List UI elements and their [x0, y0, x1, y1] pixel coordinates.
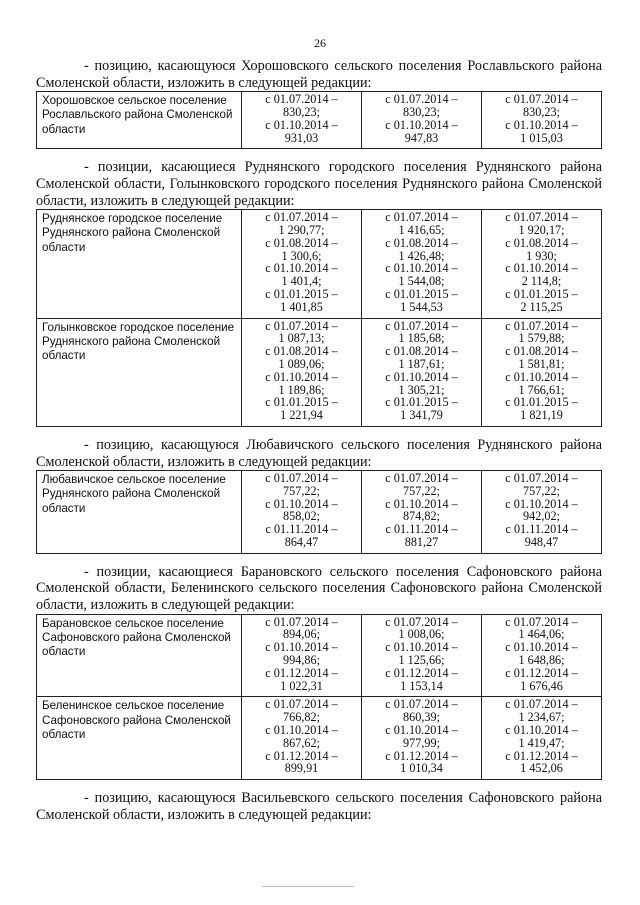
tariff-cell: с 01.07.2014 – 1 087,13; с 01.08.2014 – 1 089,06; с 01.10.2014 – 1 189,86; с 01.01.2015 – 1 221,94: [242, 318, 362, 426]
table-row: [37, 697, 602, 780]
tariff-cell: с 01.07.2014 – 1 416,65; с 01.08.2014 – 1 426,48; с 01.10.2014 – 1 544,08; с 01.01.2015 – 1 544,53: [362, 210, 482, 318]
tariff-cell: с 01.07.2014 – 1 464,06; с 01.10.2014 – 1 648,86; с 01.12.2014 – 1 676,46: [482, 614, 602, 697]
document-body: [36, 58, 602, 823]
table-khoroshovskoe: [36, 91, 602, 149]
settlement-name: Хорошовское сельское поселение Рославльского района Смоленской области: [37, 92, 242, 149]
table-row: [37, 318, 602, 426]
paragraph-vasilevskoe: - позицию, касающуюся Васильевского сельского поселения Сафоновского района Смоленской области, изложить в следующей редакции:: [36, 790, 602, 823]
tariff-cell: с 01.07.2014 – 766,82; с 01.10.2014 – 867,62; с 01.12.2014 – 899,91: [242, 697, 362, 780]
tariff-cell: с 01.07.2014 – 1 920,17; с 01.08.2014 – 1 930; с 01.10.2014 – 2 114,8; с 01.01.2015 – 2 115,25: [482, 210, 602, 318]
tariff-cell: с 01.07.2014 – 1 008,06; с 01.10.2014 – 1 125,66; с 01.12.2014 – 1 153,14: [362, 614, 482, 697]
table-row: [37, 210, 602, 318]
tariff-cell: с 01.07.2014 – 894,06; с 01.10.2014 – 994,86; с 01.12.2014 – 1 022,31: [242, 614, 362, 697]
tariff-cell: с 01.07.2014 – 830,23; с 01.10.2014 – 947,83: [362, 92, 482, 149]
tariff-cell: с 01.07.2014 – 1 579,88; с 01.08.2014 – 1 581,81; с 01.10.2014 – 1 766,61; с 01.01.2015 – 1 821,19: [482, 318, 602, 426]
table-lyubavichi: [36, 470, 602, 554]
settlement-name: Руднянское городское поселение Руднянского района Смоленской области: [37, 210, 242, 318]
tariff-cell: с 01.07.2014 – 1 185,68; с 01.08.2014 – 1 187,61; с 01.10.2014 – 1 305,21; с 01.01.2015 – 1 341,79: [362, 318, 482, 426]
table-row: [37, 471, 602, 554]
tariff-cell: с 01.07.2014 – 830,23; с 01.10.2014 – 1 015,03: [482, 92, 602, 149]
settlement-name: Любавичское сельское поселение Руднянского района Смоленской области: [37, 471, 242, 554]
settlement-name: Беленинское сельское поселение Сафоновского района Смоленской области: [37, 697, 242, 780]
settlement-name: Барановское сельское поселение Сафоновского района Смоленской области: [37, 614, 242, 697]
table-row: [37, 92, 602, 149]
tariff-cell: с 01.07.2014 – 860,39; с 01.10.2014 – 977,99; с 01.12.2014 – 1 010,34: [362, 697, 482, 780]
table-row: [37, 614, 602, 697]
paragraph-khoroshovskoe: - позицию, касающуюся Хорошовского сельского поселения Рославльского района Смоленской области, изложить в следующей редакции:: [36, 58, 602, 91]
tariff-cell: с 01.07.2014 – 1 290,77; с 01.08.2014 – 1 300,6; с 01.10.2014 – 1 401,4; с 01.01.2015 – 1 401,85: [242, 210, 362, 318]
tariff-cell: с 01.07.2014 – 830,23; с 01.10.2014 – 931,03: [242, 92, 362, 149]
paragraph-lyubavichi: - позицию, касающуюся Любавичского сельского поселения Руднянского района Смоленской области, изложить в следующей редакции:: [36, 436, 602, 470]
footer-divider: [262, 886, 354, 887]
settlement-name: Голынковское городское поселение Руднянского района Смоленской области: [37, 318, 242, 426]
paragraph-rudnya: - позиции, касающиеся Руднянского городского поселения Руднянского района Смоленской области, Голынковского городского поселения Руднянского района Смоленской области, изложить в следующей редакции:: [36, 159, 602, 209]
paragraph-baranovo-belenino: - позиции, касающиеся Барановского сельского поселения Сафоновского района Смоленской области, Беленинского сельского поселения Сафоновского района Смоленской области, изложить в следующей редакции:: [36, 563, 602, 614]
tariff-cell: с 01.07.2014 – 757,22; с 01.10.2014 – 874,82; с 01.11.2014 – 881,27: [362, 471, 482, 554]
tariff-cell: с 01.07.2014 – 757,22; с 01.10.2014 – 942,02; с 01.11.2014 – 948,47: [482, 471, 602, 554]
table-baranovo-belenino: [36, 614, 602, 781]
page-number: 26: [314, 36, 326, 50]
tariff-cell: с 01.07.2014 – 1 234,67; с 01.10.2014 – 1 419,47; с 01.12.2014 – 1 452,06: [482, 697, 602, 780]
tariff-cell: с 01.07.2014 – 757,22; с 01.10.2014 – 858,02; с 01.11.2014 – 864,47: [242, 471, 362, 554]
table-rudnya: [36, 209, 602, 427]
